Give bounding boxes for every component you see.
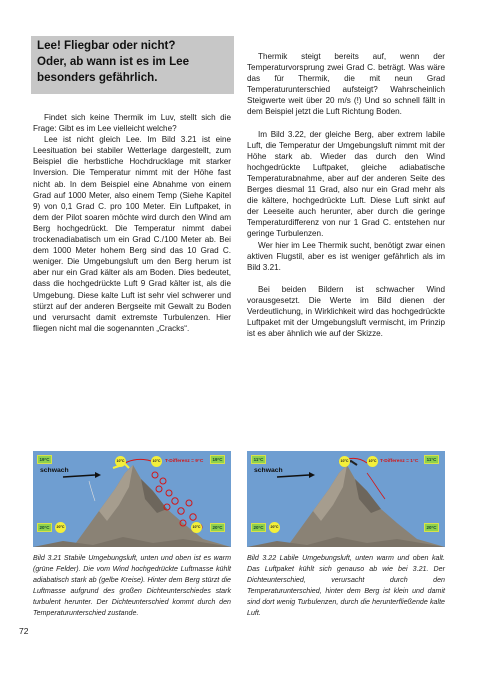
figure-caption-3-21: Bild 3.21 Stabile Umgebungsluft, unten und oben ist es warm (grüne Felder). Die vom Wind hochgedrückte Luftmasse kühlt adiabatisch stark ab (gelbe Kreise). Hinter dem Berg stürzt die Luftmasse aufgrund des großen Dichteunterschiedes stark turbulent herunter. Der Dichteunterschied kommt durch den Temperaturunterschied zustande. [33, 554, 231, 618]
left-text-column [33, 112, 231, 334]
heading-line-3: besonders gefährlich. [37, 71, 158, 84]
wind-arrow [63, 475, 95, 477]
paragraph: Lee ist nicht gleich Lee. Im Bild 3.21 ist eine Leesituation bei stabiler Wetterlage dargestellt, zum Beispiel die herbstliche Hochdrucklage mit starker Inversion. Die Temperatur nimmt mit der Höhe fast nicht ab. In dem Beispiel eine Abnahme von einem Grad auf 1000 Meter, also einem Temp (Siehe Kapitel 9) von 0,1 Grad C. pro 100 Meter. Ein Luftpaket, in dem der Pilot soaren möchte wird durch den Wind am Berg hochgedrückt. Die Temperatur nimmt dabei trockenadiabatisch um ein Grad C./100 Meter ab. Bei dem 1000 Meter hohem Berg sind das 10 Grad C. weniger. Die Umgebungsluft um den Berg herum ist aber nur ein Grad kälter als am Boden. Dies bedeutet, dass die hochgedrückte Luft 9 Grad kälter ist, als die Umgebung. Diese kalte Luft ist sehr viel schwerer und stürzt auf der anderen Bergseite mit Gewalt zu Boden und verursacht damit extremste Turbulenzen. Hier fliegen nicht mal die sogenannten „Cracks“. [33, 135, 231, 333]
temperature-difference-label: T-Differenz = 1°C [380, 459, 419, 464]
heading-line-2: Oder, ab wann ist es im Lee [37, 55, 190, 68]
parcel-circle-ground: 20°C [55, 522, 66, 533]
parcel-circle-lee-bottom: 10°C [191, 522, 202, 533]
wind-label: schwach [40, 467, 69, 474]
parcel-circle-peak: 10°C [339, 456, 350, 467]
temp-box-bottom-right: 20°C [210, 523, 225, 532]
figure-3-22 [247, 451, 445, 547]
temp-box-bottom-left: 20°C [37, 523, 52, 532]
paragraph: Bei beiden Bildern ist schwacher Wind vorausgesetzt. Die Werte im Bild dienen der Verdeutlichung, in Wirklichkeit wird das hochgedrückte Luftpaket mit der Umgebungsluft vermischt, im Prinzip ist es aber ähnlich wie auf der Skizze. [247, 284, 445, 339]
figure-3-21 [33, 451, 231, 547]
parcel-circle-peak: 10°C [115, 456, 126, 467]
paragraph: Im Bild 3.22, der gleiche Berg, aber extrem labile Luft, die Temperatur der Umgebungsluft nimmt mit der Höhe stark ab. Wieder das durch den Wind hochgedrückte Luftpaket, gleiche adiabatische Temperaturabnahme, aber auf der anderen Seite des Berges diesmal 11 Grad, also nur ein Grad mehr als die kältere, hochgedrückte Luft. Diese Luft sinkt auf der Leeseite auch herunter, aber durch die geringe Temperaturdifferenz von nur 1 Grad C. entstehen nur geringe Turbulenzen. [247, 129, 445, 239]
right-text-column [247, 51, 445, 339]
heading-line-1: Lee! Fliegbar oder nicht? [37, 39, 176, 52]
chapter-heading [31, 36, 234, 94]
wind-arrow [277, 475, 309, 477]
temp-box-bottom-right: 20°C [424, 523, 439, 532]
mountain-illustration [33, 451, 231, 547]
parcel-circle-lee: 10°C [367, 456, 378, 467]
parcel-circle-lee: 10°C [151, 456, 162, 467]
temp-box-top-left: 11°C [251, 455, 266, 464]
temp-box-top-left: 19°C [37, 455, 52, 464]
wind-label: schwach [254, 467, 283, 474]
page-number: 72 [19, 626, 29, 636]
temperature-difference-label: T-Differenz = 9°C [165, 459, 204, 464]
paragraph: Findet sich keine Thermik im Luv, stellt sich die Frage: Gibt es im Lee vielleicht welche? [33, 113, 231, 134]
parcel-circle-ground: 20°C [269, 522, 280, 533]
paragraph: Wer hier im Lee Thermik sucht, benötigt zwar einen aktiven Flugstil, aber es ist weniger gefährlich als im Bild 3.21. [247, 240, 445, 272]
temp-box-top-right: 19°C [210, 455, 225, 464]
paragraph: Thermik steigt bereits auf, wenn der Temperaturvorsprung zwei Grad C. beträgt. Was wäre das für Thermik, die mit neun Grad Temperaturunterschied aufsteigt? Wahrscheinlich Steigwerte weit über 20 m/s (!) Und so schnell fällt in dem Beispiel jetzt die Luft Richtung Boden. [247, 52, 445, 117]
figure-caption-3-22: Bild 3.22 Labile Umgebungsluft, unten warm und oben kalt. Das Luftpaket kühlt sich genauso ab wie bei 3.21. Der Dichteunterschied, verursacht durch den Temperaturunterschied, hinter dem Berg ist klein und damit sind dort wenig Turbulenzen, durch die herunterfließende kalte Luft. [247, 554, 445, 618]
temp-box-bottom-left: 20°C [251, 523, 266, 532]
temp-box-top-right: 11°C [424, 455, 439, 464]
